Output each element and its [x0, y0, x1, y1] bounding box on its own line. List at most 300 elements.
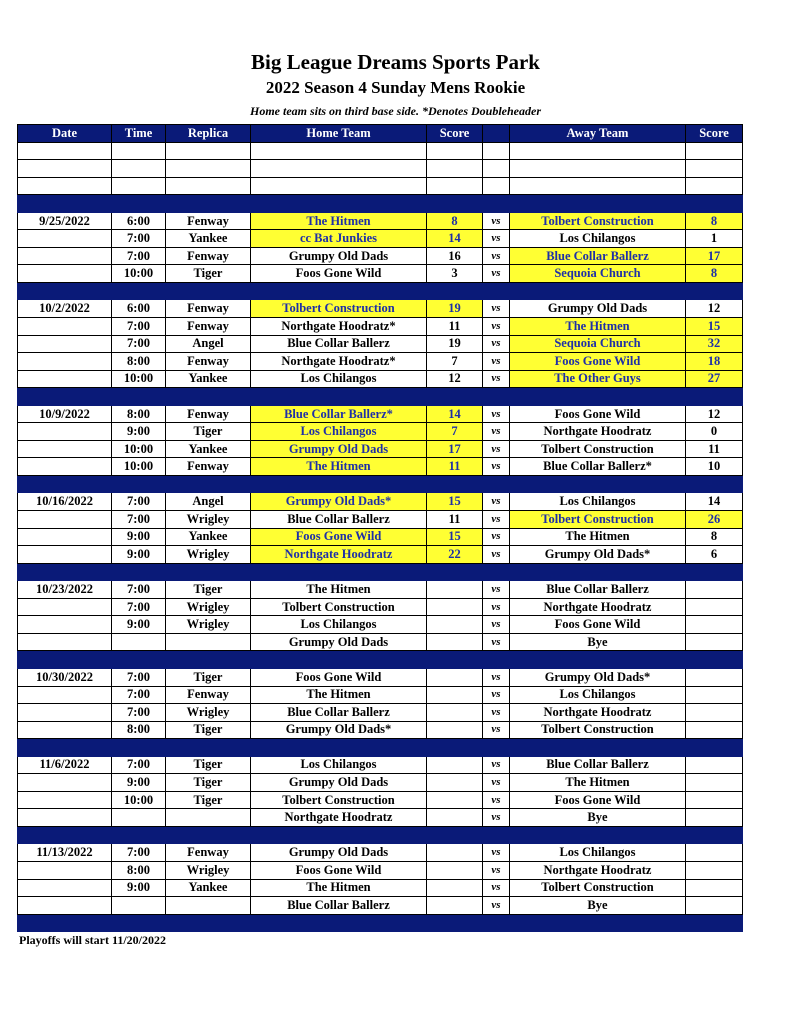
replica-cell: Wrigley: [166, 598, 251, 616]
time-cell: [112, 809, 166, 827]
separator-cell: [18, 282, 112, 300]
blank-row: [18, 142, 743, 160]
table-row: [18, 756, 743, 774]
table-row: [18, 335, 743, 353]
separator-cell: [510, 739, 686, 757]
table-row: [18, 774, 743, 792]
replica-cell: Fenway: [166, 300, 251, 318]
vs-cell: vs: [483, 616, 510, 634]
date-cell: [18, 370, 112, 388]
separator-cell: [166, 826, 251, 844]
away-score-cell: 10: [686, 458, 743, 476]
vs-cell: vs: [483, 721, 510, 739]
table-row: [18, 721, 743, 739]
blank-cell: [510, 160, 686, 178]
replica-cell: Tiger: [166, 581, 251, 599]
col-away-score-header: Score: [686, 125, 743, 143]
time-cell: 10:00: [112, 370, 166, 388]
vs-cell: vs: [483, 633, 510, 651]
away-team-cell: Los Chilangos: [510, 493, 686, 511]
home-team-cell: cc Bat Junkies: [251, 230, 427, 248]
date-cell: [18, 791, 112, 809]
home-score-cell: [427, 598, 483, 616]
home-score-cell: 11: [427, 318, 483, 336]
separator-cell: [251, 563, 427, 581]
home-team-cell: Northgate Hoodratz: [251, 809, 427, 827]
table-row: [18, 616, 743, 634]
home-team-cell: Los Chilangos: [251, 423, 427, 441]
vs-cell: vs: [483, 318, 510, 336]
blank-cell: [483, 177, 510, 195]
separator-cell: [510, 282, 686, 300]
col-time-header: Time: [112, 125, 166, 143]
separator-cell: [427, 826, 483, 844]
replica-cell: Tiger: [166, 756, 251, 774]
away-score-cell: 8: [686, 528, 743, 546]
separator-cell: [686, 651, 743, 669]
vs-cell: vs: [483, 598, 510, 616]
replica-cell: Fenway: [166, 458, 251, 476]
home-score-cell: 11: [427, 511, 483, 529]
away-score-cell: [686, 581, 743, 599]
separator-cell: [166, 739, 251, 757]
separator-cell: [483, 388, 510, 406]
week-separator: [18, 475, 743, 493]
separator-cell: [251, 475, 427, 493]
time-cell: 7:00: [112, 668, 166, 686]
away-score-cell: [686, 791, 743, 809]
separator-cell: [686, 195, 743, 213]
table-row: [18, 440, 743, 458]
away-team-cell: The Other Guys: [510, 370, 686, 388]
replica-cell: Tiger: [166, 668, 251, 686]
date-cell: [18, 721, 112, 739]
separator-cell: [251, 388, 427, 406]
home-team-cell: The Hitmen: [251, 879, 427, 897]
table-row: [18, 633, 743, 651]
home-team-cell: Grumpy Old Dads*: [251, 721, 427, 739]
table-row: [18, 598, 743, 616]
table-row: [18, 686, 743, 704]
separator-cell: [251, 651, 427, 669]
separator-cell: [166, 651, 251, 669]
separator-cell: [483, 914, 510, 932]
week-separator: [18, 826, 743, 844]
away-team-cell: Northgate Hoodratz: [510, 423, 686, 441]
vs-cell: vs: [483, 212, 510, 230]
home-score-cell: 14: [427, 230, 483, 248]
away-team-cell: Bye: [510, 897, 686, 915]
separator-cell: [166, 563, 251, 581]
time-cell: 9:00: [112, 528, 166, 546]
date-cell: [18, 458, 112, 476]
blank-cell: [686, 177, 743, 195]
home-score-cell: [427, 668, 483, 686]
time-cell: 6:00: [112, 212, 166, 230]
date-cell: [18, 230, 112, 248]
home-score-cell: 19: [427, 300, 483, 318]
separator-cell: [510, 195, 686, 213]
date-cell: [18, 265, 112, 283]
away-team-cell: Grumpy Old Dads*: [510, 546, 686, 564]
separator-cell: [483, 739, 510, 757]
separator-cell: [510, 826, 686, 844]
home-score-cell: 7: [427, 423, 483, 441]
replica-cell: Fenway: [166, 247, 251, 265]
away-team-cell: Sequoia Church: [510, 335, 686, 353]
home-team-cell: Tolbert Construction: [251, 300, 427, 318]
home-score-cell: 15: [427, 528, 483, 546]
table-row: [18, 230, 743, 248]
table-row: [18, 405, 743, 423]
away-score-cell: [686, 598, 743, 616]
separator-cell: [18, 826, 112, 844]
vs-cell: vs: [483, 704, 510, 722]
vs-cell: vs: [483, 440, 510, 458]
date-cell: 10/23/2022: [18, 581, 112, 599]
separator-cell: [112, 282, 166, 300]
vs-cell: vs: [483, 528, 510, 546]
time-cell: 8:00: [112, 721, 166, 739]
away-score-cell: 14: [686, 493, 743, 511]
time-cell: 7:00: [112, 844, 166, 862]
away-team-cell: Northgate Hoodratz: [510, 704, 686, 722]
separator-cell: [483, 651, 510, 669]
col-vs-header: [483, 125, 510, 143]
col-home-team-header: Home Team: [251, 125, 427, 143]
date-cell: [18, 335, 112, 353]
away-team-cell: Tolbert Construction: [510, 511, 686, 529]
away-team-cell: Foos Gone Wild: [510, 353, 686, 371]
replica-cell: Yankee: [166, 528, 251, 546]
separator-cell: [251, 914, 427, 932]
time-cell: 9:00: [112, 616, 166, 634]
home-team-cell: Tolbert Construction: [251, 791, 427, 809]
vs-cell: vs: [483, 335, 510, 353]
away-score-cell: [686, 668, 743, 686]
blank-cell: [112, 142, 166, 160]
date-cell: [18, 353, 112, 371]
date-cell: [18, 616, 112, 634]
week-separator: [18, 388, 743, 406]
separator-cell: [166, 282, 251, 300]
home-score-cell: [427, 809, 483, 827]
date-cell: [18, 318, 112, 336]
separator-cell: [112, 826, 166, 844]
separator-cell: [166, 195, 251, 213]
blank-cell: [18, 160, 112, 178]
home-score-cell: [427, 844, 483, 862]
table-row: [18, 861, 743, 879]
home-team-cell: Tolbert Construction: [251, 598, 427, 616]
home-team-cell: Blue Collar Ballerz: [251, 704, 427, 722]
vs-cell: vs: [483, 774, 510, 792]
separator-cell: [483, 195, 510, 213]
separator-cell: [112, 563, 166, 581]
separator-cell: [18, 651, 112, 669]
home-score-cell: 22: [427, 546, 483, 564]
playoffs-note: Playoffs will start 11/20/2022: [19, 933, 166, 947]
home-score-cell: [427, 791, 483, 809]
blank-cell: [251, 160, 427, 178]
home-score-cell: [427, 721, 483, 739]
table-row: [18, 493, 743, 511]
table-row: [18, 844, 743, 862]
away-team-cell: Northgate Hoodratz: [510, 598, 686, 616]
col-date-header: Date: [18, 125, 112, 143]
away-score-cell: [686, 616, 743, 634]
vs-cell: vs: [483, 511, 510, 529]
home-team-cell: The Hitmen: [251, 581, 427, 599]
time-cell: [112, 633, 166, 651]
away-team-cell: Blue Collar Ballerz: [510, 756, 686, 774]
home-score-cell: [427, 756, 483, 774]
away-score-cell: 27: [686, 370, 743, 388]
table-header-row: [18, 125, 743, 143]
blank-cell: [427, 160, 483, 178]
vs-cell: vs: [483, 230, 510, 248]
away-team-cell: Blue Collar Ballerz: [510, 581, 686, 599]
date-cell: [18, 440, 112, 458]
table-row: [18, 528, 743, 546]
date-cell: [18, 598, 112, 616]
vs-cell: vs: [483, 861, 510, 879]
home-team-cell: Foos Gone Wild: [251, 668, 427, 686]
separator-cell: [510, 475, 686, 493]
separator-cell: [686, 563, 743, 581]
table-row: [18, 212, 743, 230]
separator-cell: [483, 282, 510, 300]
away-score-cell: 15: [686, 318, 743, 336]
time-cell: 7:00: [112, 247, 166, 265]
time-cell: 9:00: [112, 546, 166, 564]
away-score-cell: 18: [686, 353, 743, 371]
home-team-cell: Los Chilangos: [251, 370, 427, 388]
vs-cell: vs: [483, 809, 510, 827]
vs-cell: vs: [483, 405, 510, 423]
home-team-cell: Grumpy Old Dads*: [251, 493, 427, 511]
replica-cell: Wrigley: [166, 616, 251, 634]
date-cell: 10/2/2022: [18, 300, 112, 318]
home-score-cell: 7: [427, 353, 483, 371]
blank-cell: [166, 142, 251, 160]
replica-cell: Fenway: [166, 212, 251, 230]
home-team-cell: Grumpy Old Dads: [251, 633, 427, 651]
home-team-cell: Grumpy Old Dads: [251, 440, 427, 458]
away-score-cell: 8: [686, 212, 743, 230]
week-separator: [18, 282, 743, 300]
date-cell: [18, 423, 112, 441]
vs-cell: vs: [483, 353, 510, 371]
date-cell: [18, 879, 112, 897]
home-score-cell: [427, 704, 483, 722]
away-score-cell: 32: [686, 335, 743, 353]
week-separator: [18, 195, 743, 213]
home-team-cell: Blue Collar Ballerz: [251, 897, 427, 915]
table-row: [18, 879, 743, 897]
separator-cell: [427, 914, 483, 932]
away-team-cell: Grumpy Old Dads*: [510, 668, 686, 686]
home-score-cell: [427, 879, 483, 897]
separator-cell: [251, 282, 427, 300]
away-score-cell: [686, 861, 743, 879]
separator-cell: [686, 739, 743, 757]
separator-cell: [427, 739, 483, 757]
home-team-cell: Grumpy Old Dads: [251, 844, 427, 862]
home-team-cell: The Hitmen: [251, 212, 427, 230]
time-cell: 7:00: [112, 704, 166, 722]
replica-cell: [166, 633, 251, 651]
separator-cell: [18, 475, 112, 493]
separator-cell: [112, 388, 166, 406]
time-cell: 7:00: [112, 335, 166, 353]
table-row: [18, 791, 743, 809]
date-cell: [18, 809, 112, 827]
page-subtitle: 2022 Season 4 Sunday Mens Rookie: [265, 78, 526, 97]
separator-cell: [510, 914, 686, 932]
separator-cell: [483, 826, 510, 844]
date-cell: 10/30/2022: [18, 668, 112, 686]
blank-cell: [166, 177, 251, 195]
blank-cell: [686, 160, 743, 178]
date-cell: [18, 528, 112, 546]
away-score-cell: [686, 756, 743, 774]
away-team-cell: Foos Gone Wild: [510, 405, 686, 423]
away-score-cell: 12: [686, 405, 743, 423]
home-team-cell: Los Chilangos: [251, 756, 427, 774]
home-team-cell: The Hitmen: [251, 458, 427, 476]
replica-cell: Angel: [166, 335, 251, 353]
table-row: [18, 458, 743, 476]
away-team-cell: Northgate Hoodratz: [510, 861, 686, 879]
vs-cell: vs: [483, 879, 510, 897]
replica-cell: [166, 897, 251, 915]
replica-cell: Tiger: [166, 265, 251, 283]
time-cell: 8:00: [112, 353, 166, 371]
home-team-cell: Grumpy Old Dads: [251, 247, 427, 265]
separator-cell: [510, 651, 686, 669]
separator-cell: [686, 826, 743, 844]
replica-cell: Fenway: [166, 844, 251, 862]
away-team-cell: Los Chilangos: [510, 686, 686, 704]
date-cell: [18, 247, 112, 265]
page-title: Big League Dreams Sports Park: [251, 50, 540, 74]
away-team-cell: Tolbert Construction: [510, 879, 686, 897]
vs-cell: vs: [483, 265, 510, 283]
vs-cell: vs: [483, 686, 510, 704]
home-team-cell: Grumpy Old Dads: [251, 774, 427, 792]
replica-cell: Tiger: [166, 774, 251, 792]
separator-cell: [686, 282, 743, 300]
separator-cell: [251, 826, 427, 844]
separator-cell: [166, 475, 251, 493]
vs-cell: vs: [483, 791, 510, 809]
separator-cell: [251, 195, 427, 213]
separator-cell: [686, 475, 743, 493]
away-team-cell: Tolbert Construction: [510, 721, 686, 739]
separator-cell: [427, 563, 483, 581]
time-cell: 10:00: [112, 791, 166, 809]
time-cell: 7:00: [112, 581, 166, 599]
time-cell: 7:00: [112, 598, 166, 616]
page-note: Home team sits on third base side. *Denotes Doubleheader: [250, 104, 541, 118]
vs-cell: vs: [483, 844, 510, 862]
week-separator: [18, 563, 743, 581]
table-row: [18, 247, 743, 265]
blank-cell: [483, 142, 510, 160]
replica-cell: Fenway: [166, 353, 251, 371]
away-team-cell: The Hitmen: [510, 774, 686, 792]
vs-cell: vs: [483, 546, 510, 564]
vs-cell: vs: [483, 300, 510, 318]
separator-cell: [686, 388, 743, 406]
home-team-cell: Foos Gone Wild: [251, 861, 427, 879]
home-score-cell: [427, 581, 483, 599]
home-score-cell: 12: [427, 370, 483, 388]
home-team-cell: Northgate Hoodratz*: [251, 318, 427, 336]
time-cell: 8:00: [112, 405, 166, 423]
blank-cell: [18, 177, 112, 195]
separator-cell: [427, 651, 483, 669]
replica-cell: Angel: [166, 493, 251, 511]
col-away-team-header: Away Team: [510, 125, 686, 143]
separator-cell: [510, 563, 686, 581]
schedule-body: [18, 142, 743, 932]
away-team-cell: Bye: [510, 633, 686, 651]
col-replica-header: Replica: [166, 125, 251, 143]
replica-cell: Wrigley: [166, 704, 251, 722]
separator-cell: [427, 195, 483, 213]
separator-cell: [483, 475, 510, 493]
blank-cell: [251, 177, 427, 195]
away-team-cell: Los Chilangos: [510, 230, 686, 248]
date-cell: [18, 861, 112, 879]
away-score-cell: 11: [686, 440, 743, 458]
home-score-cell: [427, 633, 483, 651]
replica-cell: Yankee: [166, 440, 251, 458]
date-cell: [18, 511, 112, 529]
away-score-cell: 1: [686, 230, 743, 248]
home-team-cell: Los Chilangos: [251, 616, 427, 634]
home-team-cell: Blue Collar Ballerz: [251, 335, 427, 353]
blank-row: [18, 177, 743, 195]
away-team-cell: The Hitmen: [510, 318, 686, 336]
home-score-cell: [427, 686, 483, 704]
vs-cell: vs: [483, 668, 510, 686]
week-separator: [18, 739, 743, 757]
away-score-cell: [686, 633, 743, 651]
home-score-cell: [427, 861, 483, 879]
week-separator: [18, 914, 743, 932]
separator-cell: [427, 282, 483, 300]
table-row: [18, 318, 743, 336]
date-cell: [18, 633, 112, 651]
replica-cell: Wrigley: [166, 861, 251, 879]
away-score-cell: [686, 686, 743, 704]
away-team-cell: Tolbert Construction: [510, 212, 686, 230]
replica-cell: Fenway: [166, 686, 251, 704]
away-team-cell: Bye: [510, 809, 686, 827]
away-team-cell: Sequoia Church: [510, 265, 686, 283]
home-score-cell: 11: [427, 458, 483, 476]
away-team-cell: Foos Gone Wild: [510, 791, 686, 809]
time-cell: 6:00: [112, 300, 166, 318]
table-row: [18, 370, 743, 388]
separator-cell: [483, 563, 510, 581]
away-score-cell: [686, 774, 743, 792]
table-row: [18, 423, 743, 441]
time-cell: 7:00: [112, 686, 166, 704]
